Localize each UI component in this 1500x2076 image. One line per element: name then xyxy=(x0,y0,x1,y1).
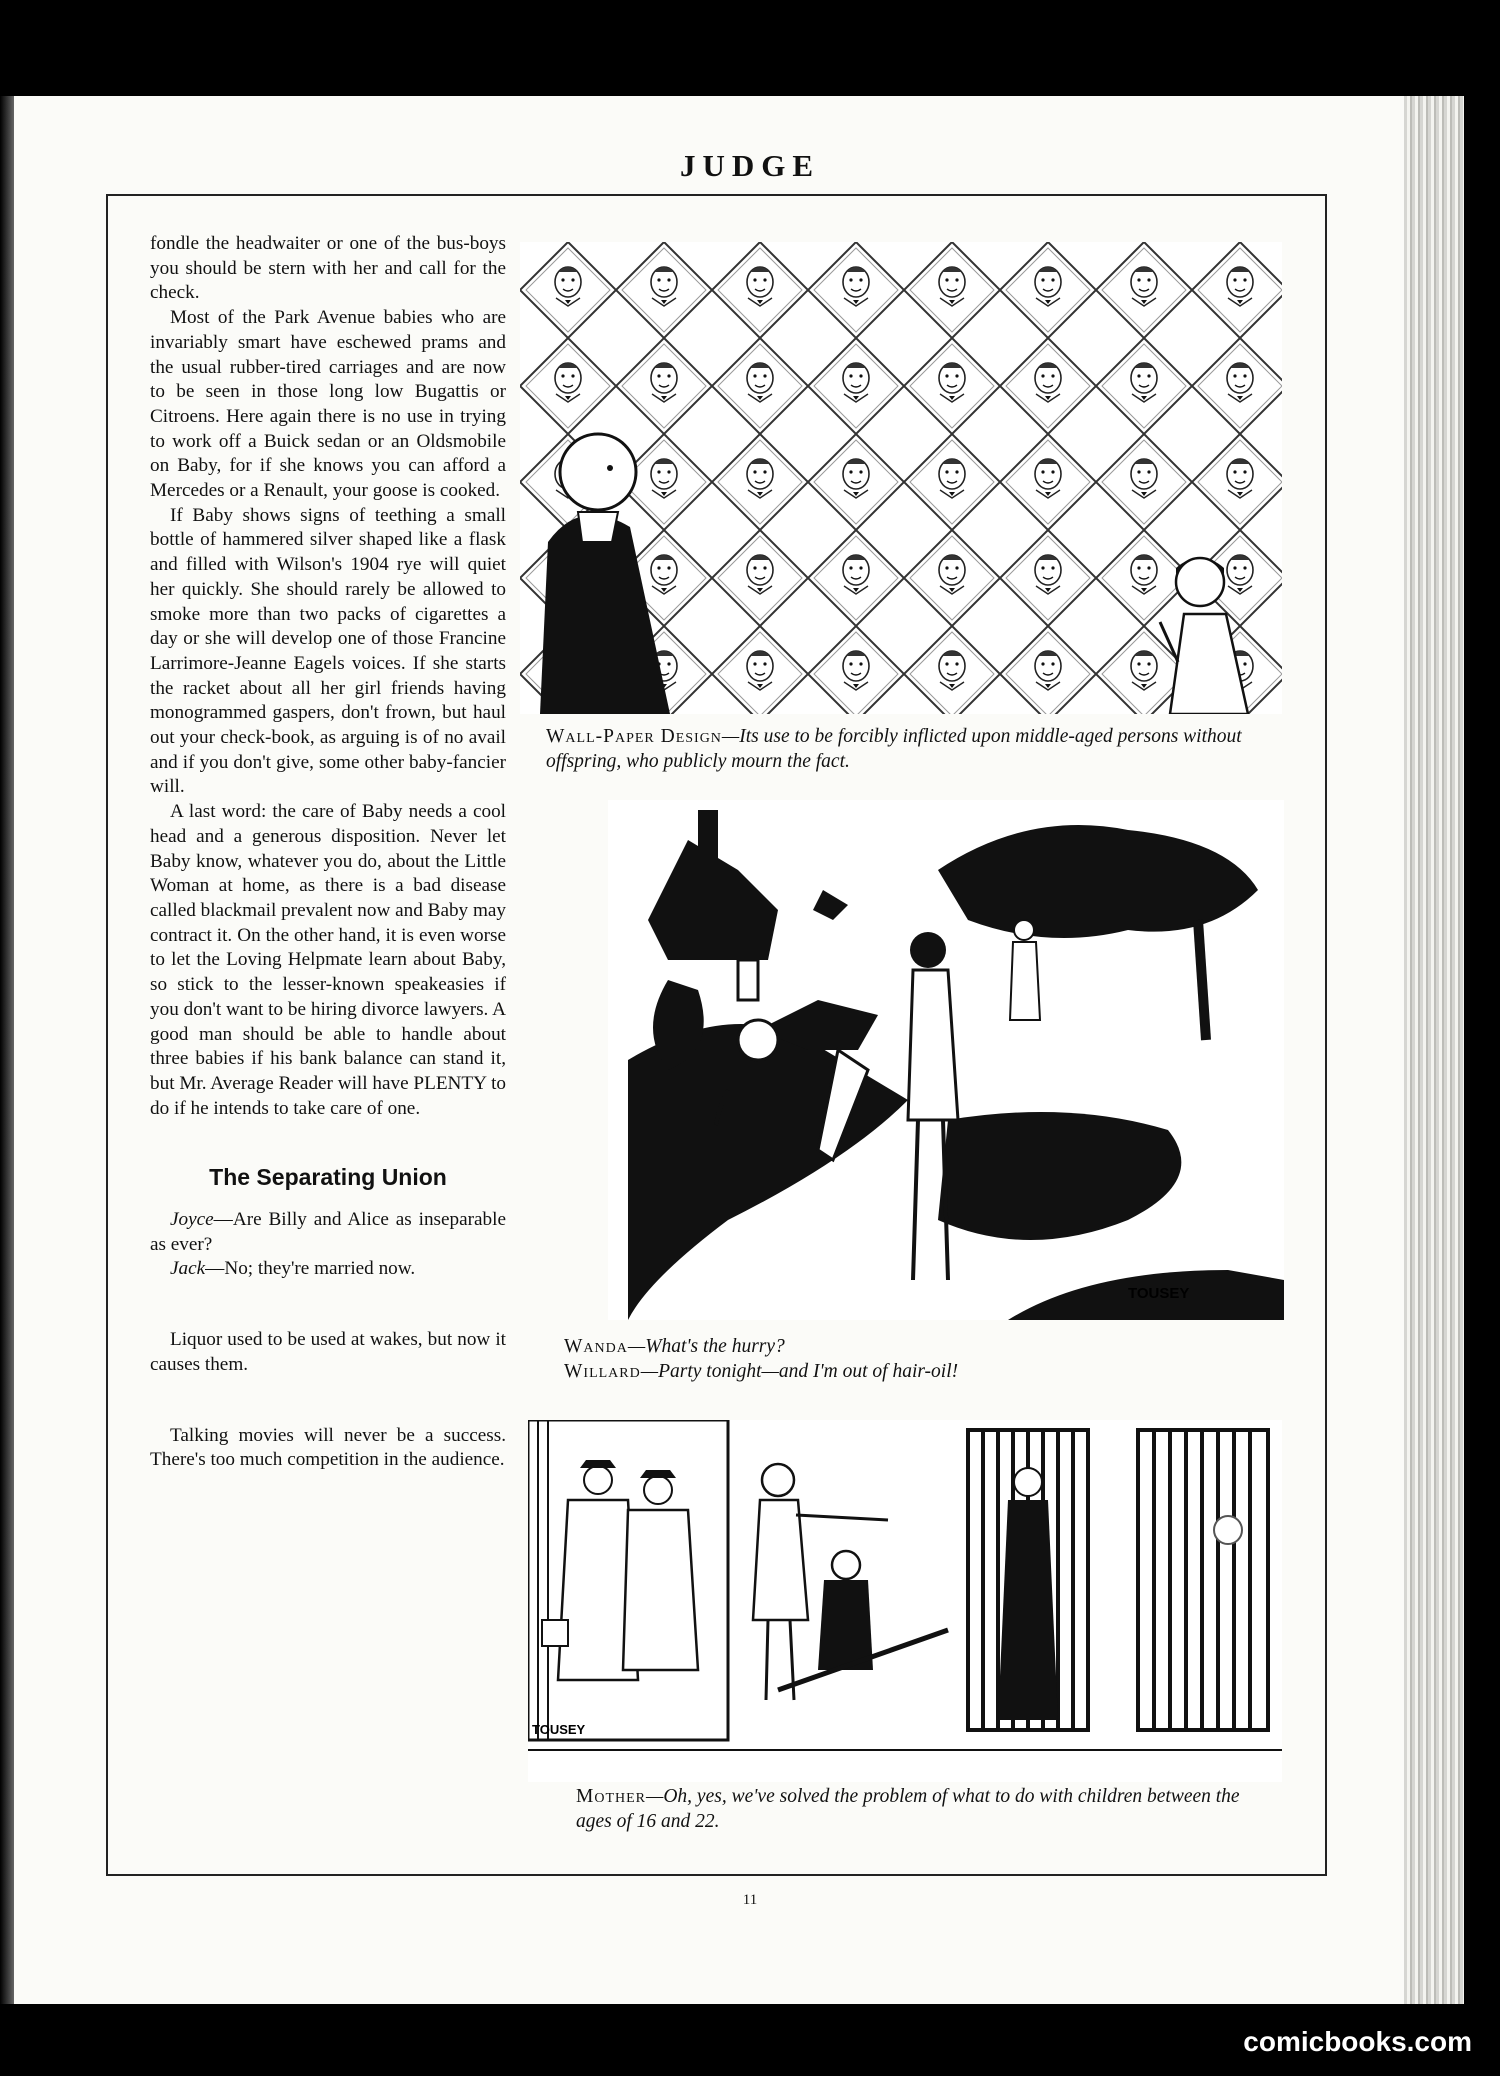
page-gutter-shadow xyxy=(0,96,14,2004)
speaker-name: Jack xyxy=(170,1258,206,1280)
park-cartoon xyxy=(608,800,1284,1320)
wallpaper-cartoon xyxy=(520,242,1282,714)
article-paragraph: fondle the headwaiter or one of the bus-boys you should be stern with her and call for the check. xyxy=(150,233,506,304)
caption-text: —Its use to be forcibly inflicted upon middle-aged persons without offspring, who publicly mourn the fact. xyxy=(546,726,1242,772)
wallpaper-drawing xyxy=(520,242,1282,714)
caption-text: —Party tonight—and I'm out of hair-oil! xyxy=(640,1361,959,1382)
caption-text: —What's the hurry? xyxy=(627,1336,785,1357)
page-number: 11 xyxy=(742,1892,758,1908)
artist-signature: TOUSEY xyxy=(532,1722,586,1737)
jail-drawing xyxy=(528,1420,1282,1782)
caption-line xyxy=(564,1359,1284,1384)
dialog-line xyxy=(150,1208,506,1257)
cell-right xyxy=(1138,1430,1268,1730)
dialog-text: —Are Billy and Alice as inseparable as ever? xyxy=(150,1209,506,1255)
wallpaper-caption xyxy=(546,724,1266,774)
article-paragraph: Most of the Park Avenue babies who are invariably smart have eschewed prams and the usual rubber-tired carriages and are now to be seen in those long low Bugattis or Citroens. Here again there is no use in trying to work off a Buick sedan or an Oldsmobile on Baby, for if she knows you can afford a Mercedes or a Renault, your goose is cooked. xyxy=(150,307,506,502)
jail-cartoon xyxy=(528,1420,1282,1782)
caption-label: Wall-Paper Design xyxy=(546,726,722,747)
spacer xyxy=(150,1378,506,1424)
speaker-name: Joyce xyxy=(170,1209,214,1231)
site-watermark: comicbooks.com xyxy=(1243,2026,1472,2057)
quip: Liquor used to be used at wakes, but now it causes them. xyxy=(150,1329,506,1375)
article-paragraph: A last word: the care of Baby needs a cool head and a generous disposition. Never let Baby know, whatever you do, about the Little Woman at home, as there is a bad disease called blackmail prevalent now and Baby may contract it. On the other hand, it is even worse to let the Loving Helpmate learn about Baby, so stick to the lesser-known speakeasies if you don't want to be hiring divorce lawyers. A good man should be able to handle about three babies if his bank balance can stand it, but Mr. Average Reader will have PLENTY to do if he intends to take care of one. xyxy=(150,801,506,1119)
section-heading: The Separating Union xyxy=(209,1164,447,1191)
caption-label: Wanda xyxy=(564,1336,628,1357)
jail-caption xyxy=(576,1784,1256,1834)
dialog-line xyxy=(150,1257,506,1282)
article-paragraph: If Baby shows signs of teething a small bottle of hammered silver shaped like a flask and filled with Wilson's 1904 rye will quiet her quickly. She should rarely be allowed to smoke more than two packs of cigarettes a day or she will develop one of those Francine Larrimore-Jeanne Eagels voices. If she starts the racket about all her girl friends having monogrammed gaspers, don't frown, but haul out your check-book, as arguing is of no avail and if you don't give, some other baby-fancier will. xyxy=(150,504,506,798)
park-caption xyxy=(564,1334,1284,1384)
caption-line xyxy=(564,1334,1284,1359)
park-drawing xyxy=(608,800,1284,1320)
caption-label: Mother xyxy=(576,1786,647,1807)
page-stack-edge xyxy=(1404,96,1464,2004)
spacer xyxy=(150,1282,506,1328)
caption-label: Willard xyxy=(564,1361,641,1382)
masthead: JUDGE xyxy=(679,148,821,183)
text-column xyxy=(150,232,506,1473)
caption-text: —Oh, yes, we've solved the problem of what to do with children between the ages of 16 and 22. xyxy=(576,1786,1240,1832)
dialog-text: —No; they're married now. xyxy=(205,1258,416,1280)
cell-left xyxy=(968,1430,1088,1730)
quip: Talking movies will never be a success. There's too much competition in the audience. xyxy=(150,1424,506,1471)
artist-signature: TOUSEY xyxy=(1128,1285,1190,1302)
